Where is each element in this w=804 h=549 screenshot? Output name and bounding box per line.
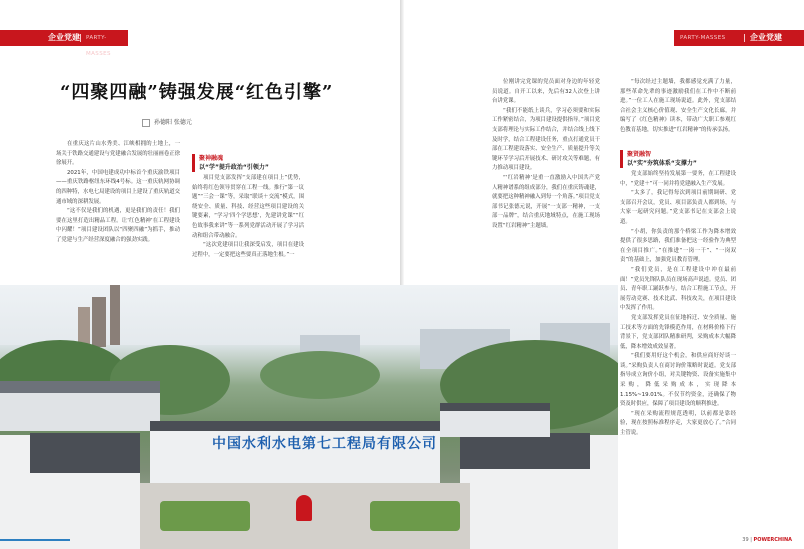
paragraph: “小胡，你负责的那个桥梁工作为降本增效提供了很多思路，我们准备把这一经验作为典型在全项目推广。”在推进“一岗一干”、“一岗双责”的基础上，加强党员教育管理。 [620,228,736,264]
paragraph: 党支部发挥党员在征地拆迁、安全质量、施工技术等方面的先锋模范作用，在材料价格下行背景下，党支部团队精准研判，采购成本大幅降低，降本增效成效显著。 [620,314,736,350]
paragraph: “每次经过主题墙，我都感觉充满了力量，那些革命先辈的事迹激励我们在工作中不断前进。”一位工人在施工现场说道。此外，党支部结合社会主义核心价值观、安全生产文化长廊，并编写了《红色精神》读本，带动广大职工参观红色教育基地，切实推进“红岩精神”的传承弘扬。 [620,79,736,133]
paragraph: “‘红岩精神’是重一直激励入中国共产党人精神谱系的组成部分，我们在重庆铸魂建，就要把这种精神融入到每一个角落。”项目党支部书记张德元说，开展“一支部一精神，一支部一品牌”，结合重庆地域特点，在施工现场设置“红岩精神”主题墙。 [492,174,600,229]
section-label: 企业党建 [48,33,80,42]
subheading-2 [620,150,736,168]
section-english-label: PARTY-MASSES [86,35,111,57]
paragraph: 2021年，中国电建成功中标首个重庆渝铁项目——重庆铁路枢纽东环线4号标。这一重庆轨网协调的四种特，水电七局建设的项目上建设了重庆轨道交通市域的深耕发展。 [56,169,180,205]
column-3 [492,78,600,274]
subheading-subtitle: 以“学”提升政治“引领力” [199,164,269,171]
column-4 [620,78,736,148]
page-number: 39 [742,537,749,543]
paragraph: 在重庆这片山水秀美、江峡相拥的土地上，一场关于铁路交通建设与党建融合发展的壮丽画卷正徐徐展开。 [56,141,180,167]
column-5 [620,150,736,512]
subheading-1 [192,154,304,172]
paragraph: 位刚讲完党课的党员面对身边的年轻党员说道。自开工以来，先后有32人次登上讲台讲党课。 [492,79,600,105]
paragraph: “我们要用好这个机会，和供应商好好谈一谈。”采购负责人在商讨询价策略时说道。党支部指导成立询价小组，对关键物资、设备实施集中采购，降低采购成本，实现降本1.15%~19.01%。不仅节约资金，还确保了物资及时供应，保障了项目建设的顺利推进。 [620,353,736,408]
column-1 [56,140,180,246]
subheading-subtitle: 以“实”夯筑体系“支撑力” [627,160,697,167]
paragraph: “我们党员，是在工程建设中冲在最前面！”党员先锋队队员在现场高声说道。党员、团员、青年职工踊跃参与，结合工程施工节点，开展劳动竞赛、技术比武、科技攻关，在项目建设中发挥了作用。 [620,266,736,312]
page-footer: 39 | POWERCHINA [742,537,792,543]
brand-name: POWERCHINA [753,537,792,543]
paragraph: “太多了，我记得每次到项目前期调研、党支部召开会议，党员、项目部负责人都到场，与大家一起研究问题。”党支部书记在支部会上说道。 [620,190,736,225]
paragraph: “现在采购流程规范透明，以前都是靠经验，现在按照标准程序走，大家更放心了。”合同主管说。 [620,410,736,437]
subheading-title: 聚贤融智 [627,151,652,158]
section-english-label: PARTY-MASSES [680,35,726,41]
paragraph: 项目党支部发挥“支部建在项目上”优势，始终将红色领导贯穿在工程一线。推行“第一议题”“三会一课”等，采取“联谈＋交流”模式，围绕安全、质量、科技、经营这些项目建设的关键要素，“学习‘四个学思想’，先建讲党课”“红色故事我来讲”等一系列党群活动开展了学习活动和组合带动融合。 [192,175,304,239]
paragraph: “我们不能纸上谈兵，学习必须要和实际工作紧密结合，为项目建设提供指导。”项目党支部将理论与实际工作结合，并结合线上线下及时学，结合工程建设任务，重点打通党员干部在工程建设落实、安全生产、质量提升等关键环节学习后开展技术、研讨攻关等难题，有力推动项目建设。 [492,107,600,172]
author-box-icon [142,119,150,127]
paragraph: 党支部始终坚持发展第一要务，在工程建设中，“党建＋”可一同并将党建融入生产发展。 [620,171,736,187]
right-section-header [674,30,804,46]
article-title: “四聚四融”铸强发展“红色引擎” [60,82,334,103]
paragraph: “这次党建项目让我深受启发，项目在建设过程中，一定要把这些要真正落地生根。”一 [192,242,304,258]
building-sign: 中国水利水电第七工程局有限公司 [212,436,437,452]
aerial-photo [0,285,618,549]
authors-text: 孙德阳 张德元 [154,119,192,126]
left-section-header [0,30,128,57]
section-label: 企业党建 [750,33,782,42]
paragraph: “这不仅是我们的机遇，更是我们的责任！我们要在这里打造出精品工程。让‘红色精神’在工程建设中闪耀！”项目建设团队以“四聚四融”为抓手，推动了党建与生产经营深度融合的强劲实践。 [56,208,180,243]
article-authors [142,117,192,127]
subheading-title: 聚神融魂 [199,155,224,162]
column-2 [192,154,304,260]
